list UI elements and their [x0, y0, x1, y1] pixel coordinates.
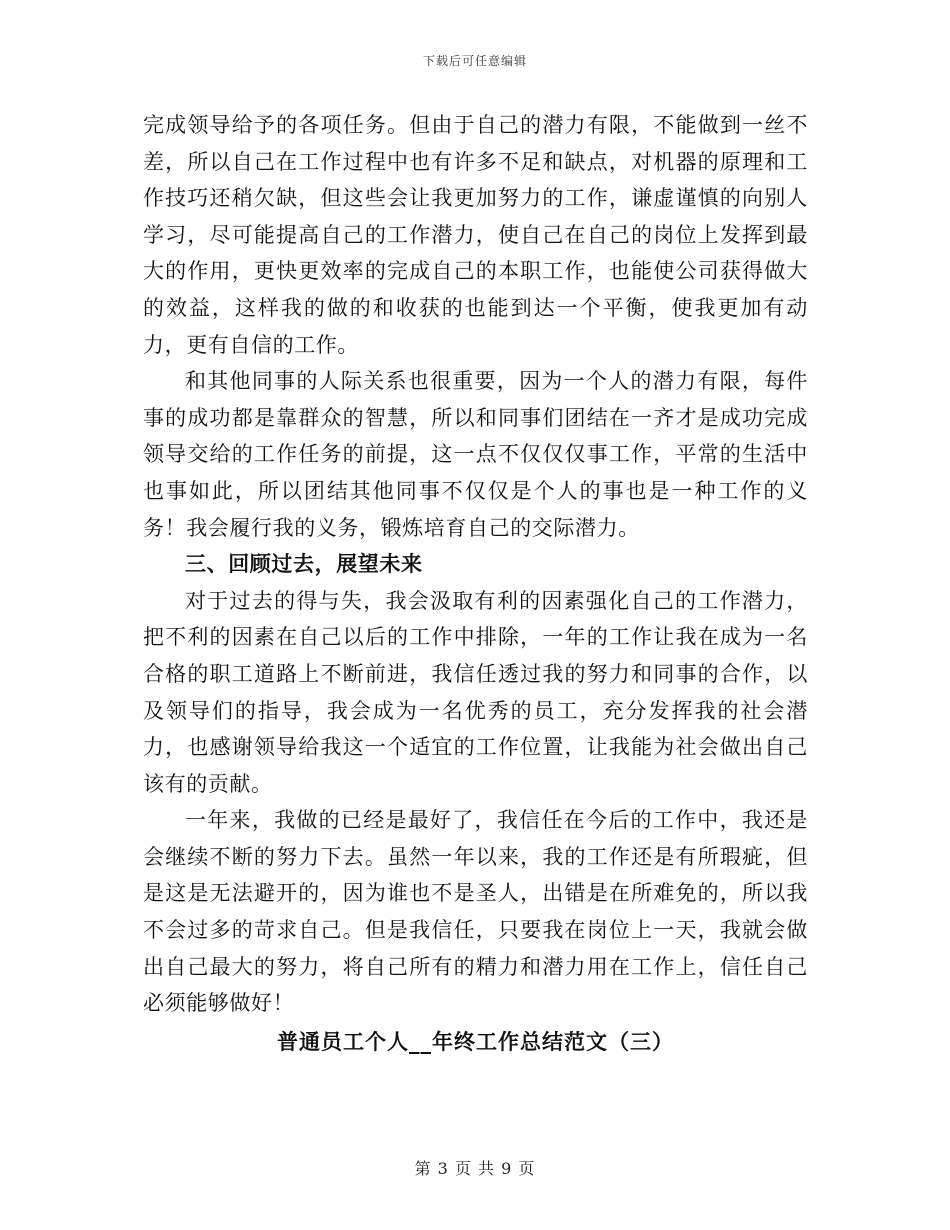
section-heading: 三、回顾过去，展望未来	[185, 551, 423, 577]
page-header: 下载后可任意编辑	[422, 54, 527, 68]
document-body	[143, 107, 808, 1060]
page-number: 第 3 页 共 9 页	[414, 1159, 536, 1178]
paragraph-year-summary: 一年来，我做的已经是最好了，我信任在今后的工作中，我还是会继续不断的努力下去。虽然一年以来，我的工作还是有所瑕疵，但是这是无法避开的，因为谁也不是圣人，出错是在所难免的，所以我不会过多的苛求自己。但是我信任，只要我在岗位上一天，我就会做出自己最大的努力，将自己所有的精力和潜力用在工作上，信任自己必须能够做好！	[143, 808, 808, 1016]
paragraph-review-past: 对于过去的得与失，我会汲取有利的因素强化自己的工作潜力，把不利的因素在自己以后的工作中排除，一年的工作让我在成为一名合格的职工道路上不断前进，我信任透过我的努力和同事的合作，以及领导们的指导，我会成为一名优秀的员工，充分发挥我的社会潜力，也感谢领导给我这一个适宜的工作位置，让我能为社会做出自己该有的贡献。	[143, 588, 808, 796]
paragraph-colleague-relations: 和其他同事的人际关系也很重要，因为一个人的潜力有限，每件事的成功都是靠群众的智慧，所以和同事们团结在一齐才是成功完成领导交给的工作任务的前提，这一点不仅仅仅事工作，平常的生活中也事如此，所以团结其他同事不仅仅是个人的事也是一种工作的义务！我会履行我的义务，锻炼培育自己的交际潜力。	[143, 369, 808, 540]
document-title: 普通员工个人__年终工作总结范文（三）	[277, 1028, 674, 1054]
paragraph-continued: 完成领导给予的各项任务。但由于自己的潜力有限，不能做到一丝不差，所以自己在工作过程中也有许多不足和缺点，对机器的原理和工作技巧还稍欠缺，但这些会让我更加努力的工作，谦虚谨慎的向别人学习，尽可能提高自己的工作潜力，使自己在自己的岗位上发挥到最大的作用，更快更效率的完成自己的本职工作，也能使公司获得做大的效益，这样我的做的和收获的也能到达一个平衡，使我更加有动力，更有自信的工作。	[143, 113, 808, 357]
